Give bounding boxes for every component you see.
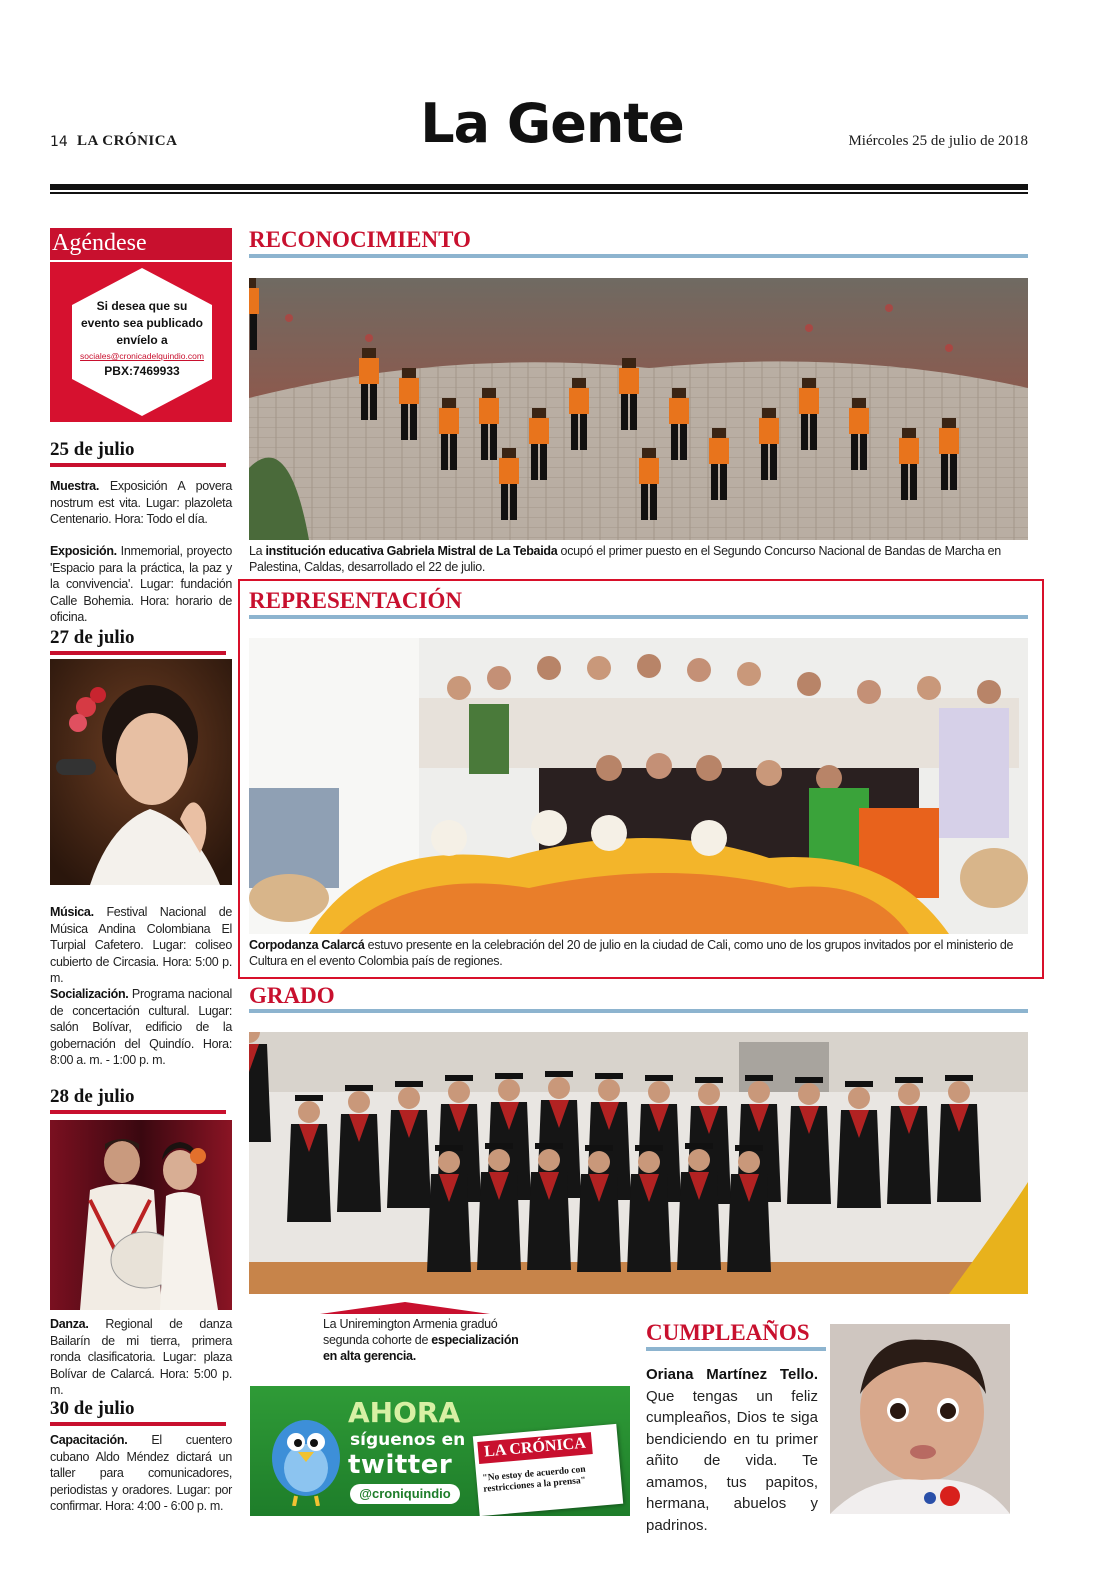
- mini-newspaper-masthead: LA CRÓNICA: [477, 1432, 592, 1464]
- section-rule: [249, 254, 1028, 258]
- twitter-handle[interactable]: @croniquindio: [350, 1484, 460, 1504]
- agenda-phone: PBX:7469933: [104, 364, 180, 378]
- day-heading: 27 de julio: [50, 627, 135, 648]
- agenda-line-2: evento sea publicado: [80, 316, 204, 330]
- caption-bold: institución educativa Gabriela Mistral de La Tebaida: [265, 544, 558, 558]
- event-label: Música.: [50, 905, 94, 919]
- caption-text: La: [249, 544, 266, 558]
- day-rule: [50, 1110, 226, 1114]
- section-rule: [249, 615, 1028, 619]
- twitter-ad-ahora: AHORA: [348, 1396, 461, 1429]
- birthday-name: Oriana Martínez Tello.: [646, 1366, 818, 1383]
- day-rule: [50, 463, 226, 467]
- caption-text: estuvo presente en la celebración del 20 de julio en la ciudad de Cali, como uno de los grupos invitados por el ministerio de Cultura en el evento Colombia país de regiones.: [249, 938, 1014, 968]
- day-heading: 25 de julio: [50, 439, 135, 460]
- agenda-info-box: [50, 262, 232, 422]
- section-rule: [249, 1009, 1028, 1013]
- event-text: Festival Nacional de Música Andina Colombiana El Turpial Cafetero. Lugar: coliseo cubierto de Circasia. Hora: 5:00 p. m.: [50, 905, 232, 985]
- page-number: 14: [50, 134, 68, 150]
- caption-representacion: [249, 937, 1028, 969]
- singer-photo: [50, 659, 232, 885]
- event-label: Exposición.: [50, 544, 117, 558]
- event-label: Socialización.: [50, 987, 129, 1001]
- agenda-title: Agéndese: [50, 228, 232, 260]
- event-item: [50, 543, 232, 626]
- event-label: Capacitación.: [50, 1433, 128, 1447]
- section-heading-representacion: REPRESENTACIÓN: [249, 588, 462, 613]
- day-rule: [50, 1422, 226, 1426]
- event-label: Muestra.: [50, 479, 100, 493]
- agenda-line-3: envíelo a: [116, 333, 168, 347]
- caption-text: ocupó el primer puesto en el Segundo Concurso Nacional de Bandas de Marcha en Palestina, Caldas, desarrollado el 22 de julio.: [249, 544, 1001, 574]
- mini-newspaper-headline: "No estoy de acuerdo con restricciones a la prensa": [482, 1464, 587, 1495]
- event-text: El cuentero cubano Aldo Méndez dictará un taller para comunicadores, periodistas y oradores. Lugar: por confirmar. Hora: 4:00 - 6:00 p. m.: [50, 1433, 232, 1513]
- header-rule-thin: [50, 192, 1028, 194]
- day-heading: 30 de julio: [50, 1398, 135, 1419]
- agenda-info-text: [72, 298, 212, 380]
- header-rule: [50, 184, 1028, 190]
- day-heading: 28 de julio: [50, 1086, 135, 1107]
- dance-group-photo: [249, 638, 1028, 934]
- event-text: Exposición A povera nostrum est vita. Lugar: plazoleta Centenario. Hora: Todo el día.: [50, 479, 232, 526]
- event-item: [50, 904, 232, 987]
- agenda-line-1: Si desea que su: [96, 299, 188, 313]
- newspaper-name: LA CRÓNICA: [77, 133, 178, 149]
- agenda-email-link[interactable]: sociales@cronicadelquindio.com: [80, 351, 204, 361]
- graduation-photo: [249, 1032, 1028, 1294]
- event-text: Inmemorial, proyecto 'Espacio para la práctica, la paz y la convivencia'. Lugar: fundación Calle Bohemia. Hora: horario de oficina.: [50, 544, 232, 624]
- caption-arrow-shape: [320, 1300, 490, 1314]
- baby-photo: [830, 1324, 1010, 1514]
- twitter-ad-siguenos: síguenos en: [350, 1430, 466, 1450]
- caption-bold: Corpodanza Calarcá: [249, 938, 365, 952]
- section-heading-grado: GRADO: [249, 983, 335, 1008]
- event-item: [50, 1316, 232, 1399]
- event-item: [50, 478, 232, 528]
- section-rule: [646, 1347, 826, 1351]
- mini-newspaper: [473, 1424, 623, 1516]
- caption-bold: especialización en alta gerencia.: [323, 1333, 519, 1363]
- caption-grado: [323, 1316, 535, 1364]
- event-item: [50, 1432, 232, 1515]
- issue-date: Miércoles 25 de julio de 2018: [848, 133, 1028, 149]
- section-heading-cumpleanos: CUMPLEAÑOS: [646, 1320, 810, 1345]
- event-label: Danza.: [50, 1317, 89, 1331]
- section-title: La Gente: [420, 92, 684, 155]
- event-item: [50, 986, 232, 1069]
- dancers-photo: [50, 1120, 232, 1310]
- bird-icon: [266, 1402, 346, 1506]
- marching-band-photo: [249, 278, 1028, 540]
- twitter-ad[interactable]: [250, 1386, 630, 1516]
- day-rule: [50, 651, 226, 655]
- caption-text: La Uniremington Armenia graduó segunda cohorte de: [323, 1317, 498, 1347]
- birthday-message: [646, 1364, 818, 1536]
- caption-reconocimiento: [249, 543, 1028, 575]
- event-text: Programa nacional de concertación cultural. Lugar: salón Bolívar, edificio de la gobernación del Quindío. Hora: 8:00 a. m. - 1:00 p. m.: [50, 987, 232, 1067]
- section-heading-reconocimiento: RECONOCIMIENTO: [249, 227, 471, 252]
- twitter-ad-twitter: twitter: [348, 1450, 453, 1480]
- event-text: Regional de danza Bailarín de mi tierra, primera ronda clasificatoria. Lugar: plaza Bolívar de Calarcá. Hora: 5:00 p. m.: [50, 1317, 232, 1397]
- birthday-text: Que tengas un feliz cumpleaños, Dios te siga bendiciendo en tu primer añito de vida. Te amamos, tus papitos, hermana, abuelos y padrinos.: [646, 1387, 818, 1534]
